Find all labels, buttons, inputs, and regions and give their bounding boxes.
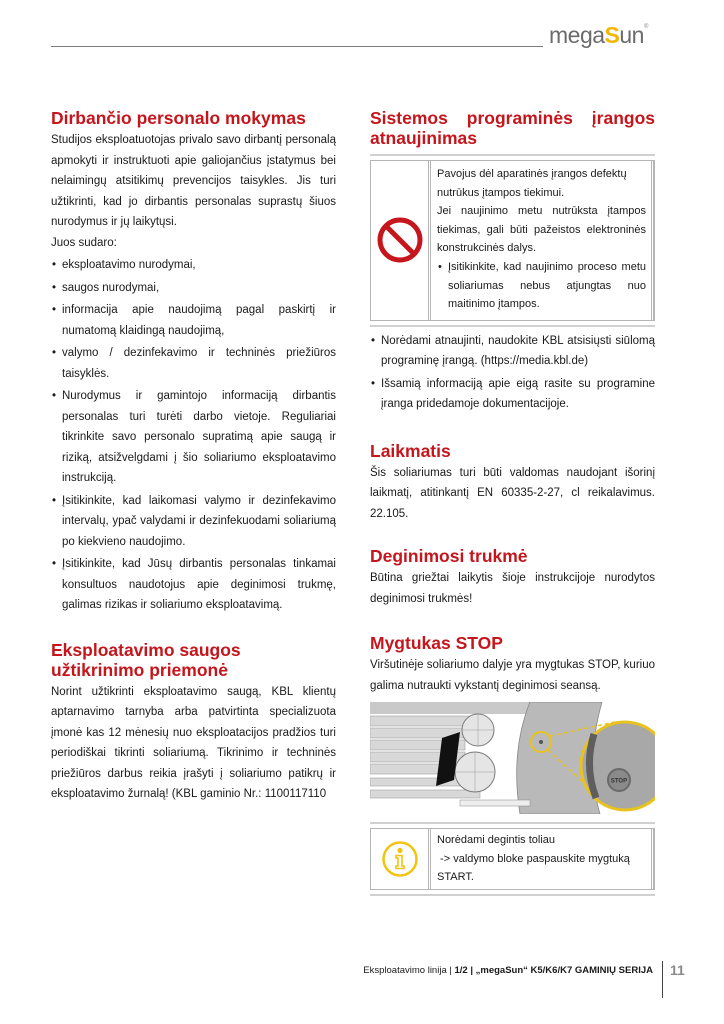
list-item: • Įsitikinkite, kad laikomasi valymo ir dezinfekavimo intervalų, ypač valydami ir dezinfekuodami soliariumą po kiekvieno naudojimo. (51, 491, 336, 553)
list-item: • Įsitikinkite, kad Jūsų dirbantis personalas tinkamai konsultuos naudotojus apie deginimosi trukmę, galimas rizikas ir soliariumo eksploatavimą. (51, 554, 336, 616)
header-rule (51, 46, 543, 47)
safety-title (51, 640, 336, 680)
training-consists-label: Juos sudaro: (51, 236, 117, 249)
prohibition-icon (377, 217, 423, 263)
info-text (431, 829, 654, 889)
list-item: • Išsamią informaciją apie eigą rasite su programine įranga pridedamoje dokumentacijoje. (370, 374, 655, 415)
software-title-line1: Sistemos programinės įrangos (370, 108, 655, 128)
left-column (51, 108, 336, 805)
software-list (370, 331, 655, 415)
duration-body: Būtina griežtai laikytis šioje instrukcijoje nurodytos deginimosi trukmės! (370, 572, 655, 605)
software-section (370, 108, 655, 415)
timer-body: Šis soliariumas turi būti valdomas naudojant išorinį laikmatį, atitinkantį EN 60335-2-27, cl reikalavimus. 22.105. (370, 466, 655, 520)
safety-section (51, 640, 336, 805)
footer-regular: Eksploatavimo linija | (363, 965, 455, 976)
list-item: • eksploatavimo nurodymai, (51, 255, 336, 276)
registered-mark: ® (643, 24, 648, 30)
warning-line2: Jei naujinimo metu nutrūksta įtampos tiekimas, gali būti pažeistos elektroninės konstrukcinės dalys. (437, 205, 646, 255)
duration-title: Deginimosi trukmė (370, 546, 528, 567)
footer-divider (662, 961, 663, 998)
safety-title-line1: Eksploatavimo saugos (51, 639, 241, 660)
footer-text (363, 965, 653, 976)
stop-title: Mygtukas STOP (370, 633, 503, 654)
timer-title: Laikmatis (370, 440, 451, 461)
list-item: • saugos nurodymai, (51, 278, 336, 299)
megasun-logo (549, 22, 648, 49)
training-title: Dirbančio personalo mokymas (51, 108, 306, 128)
warning-text (431, 161, 654, 320)
page-number: 11 (670, 962, 685, 978)
warning-bullet: • Įsitikinkite, kad naujinimo proceso metu soliariumas nebus atjungtas nuo maitinimo įtampos. (437, 258, 646, 314)
training-list (51, 255, 336, 616)
timer-section (370, 441, 655, 525)
logo-text-suffix: un (619, 22, 644, 48)
list-item: • valymo / dezinfekavimo ir techninės priežiūros taisyklės. (51, 343, 336, 384)
list-item: • Nurodymus ir gamintojo informaciją dirbantis personalas turi turėti darbo vietoje. Reguliariai tikrinkite savo personalo supratimą apie saugą ir riziką, atsižvelgdami į šio soliariumo eksploatavimo instrukciją. (51, 386, 336, 489)
warning-line1: Pavojus dėl aparatinės įrangos defektų nutrūkus įtampos tiekimui. (437, 168, 627, 199)
info-icon (381, 840, 419, 878)
safety-body: Norint užtikrinti eksploatavimo saugą, KBL klientų aptarnavimo tarnyba arba patvirtinta specializuota įmonė kas 12 mėnesių nuo eksploatacijos pradžios turi periodiškai tikrinti soliariumą. Tikrinimo ir techninės priežiūros darbus reikia įrašyti į soliariumo patikrų ir eksploatavimo žurnalą! (KBL gaminio Nr.: 1100117110 (51, 685, 336, 800)
info-box (370, 822, 655, 896)
warning-icon-cell (371, 161, 431, 320)
list-item: • Norėdami atnaujinti, naudokite KBL atsisiųsti siūlomą programinę įrangą. (https://media.kbl.de) (370, 331, 655, 372)
warning-box (370, 154, 655, 327)
info-icon-cell (371, 829, 431, 889)
training-section (51, 108, 336, 616)
logo-text-prefix: mega (549, 22, 605, 48)
info-line2: -> valdymo bloke paspauskite mygtuką (437, 852, 630, 865)
logo-text-s: S (604, 22, 620, 48)
info-line3: START. (437, 871, 474, 884)
software-title (370, 108, 655, 148)
training-intro: Studijos eksploatuotojas privalo savo dirbantį personalą apmokyti ir instruktuoti apie galiojančius įstatymus bei nelaimingų atsitikimų prevencijos taisykles. Jis turi užtikrinti, kad jo dirbantis personalas suprastų šiuos nurodymus ir jų laikytųsi. (51, 134, 336, 228)
software-title-line2: atnaujinimas (370, 128, 477, 148)
stop-button-label: STOP (610, 778, 628, 785)
safety-title-line2: užtikrinimo priemonė (51, 659, 228, 680)
stop-body: Viršutinėje soliariumo dalyje yra mygtukas STOP, kuriuo galima nutraukti vykstantį deginimosi seansą. (370, 659, 655, 692)
stop-section (370, 633, 655, 896)
solarium-stop-button-illustration (370, 702, 655, 814)
list-item: • informacija apie naudojimą pagal paskirtį ir numatomą klaidingą naudojimą, (51, 300, 336, 341)
right-column (370, 108, 655, 896)
footer-bold: 1/2 | „megaSun“ K5/K6/K7 GAMINIŲ SERIJA (454, 965, 653, 976)
info-line1: Norėdami degintis toliau (437, 834, 556, 847)
duration-section (370, 546, 655, 609)
